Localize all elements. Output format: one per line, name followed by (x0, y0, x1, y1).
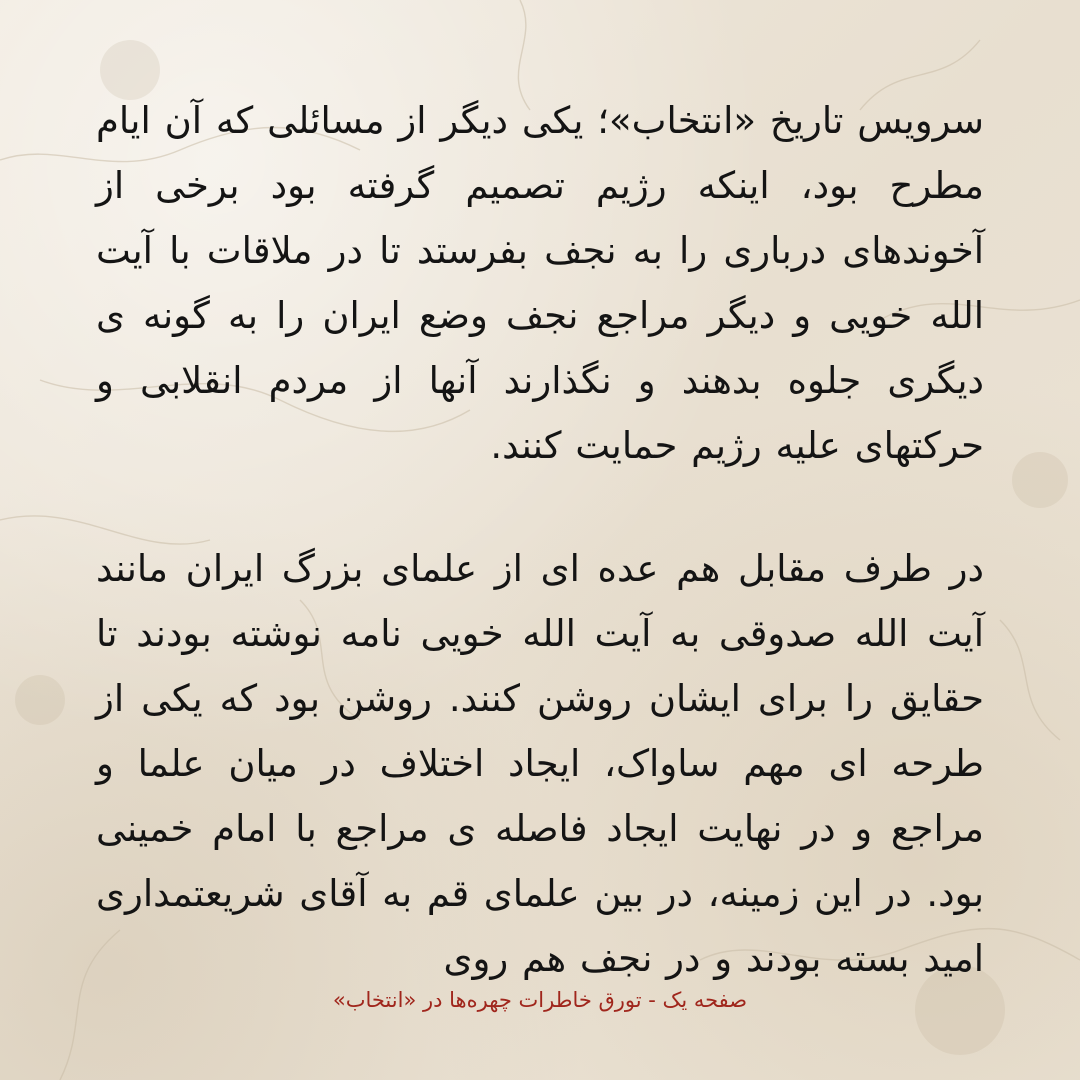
paragraph-1: سرویس تاریخ «انتخاب»؛ یکی دیگر از مسائلی که آن ایام مطرح بود، اینکه رژیم تصمیم گرفته بود برخی از آخوندهای درباری را به نجف بفرستد تا در ملاقات با آیت الله خویی و دیگر مراجع نجف وضع ایران را به گونه ی دیگری جلوه بدهند و نگذارند آنها از مردم انقلابی و حرکتهای علیه رژیم حمایت کنند. (96, 99, 984, 467)
page-footer: صفحه یک - تورق خاطرات چهره‌ها در «انتخاب» (332, 988, 748, 1012)
paragraph-2: در طرف مقابل هم عده ای از علمای بزرگ ایران مانند آیت الله صدوقی به آیت الله خویی نامه نوشته بودند تا حقایق را برای ایشان روشن کنند. روشن بود که یکی از طرحه ای مهم ساواک، ایجاد اختلاف در میان علما و مراجع و در نهایت ایجاد فاصله ی مراجع با امام خمینی بود. در این زمینه، در بین علمای قم به آقای شریعتمداری امید بسته بودند و در نجف هم روی (96, 547, 984, 980)
document-body (96, 88, 984, 1010)
